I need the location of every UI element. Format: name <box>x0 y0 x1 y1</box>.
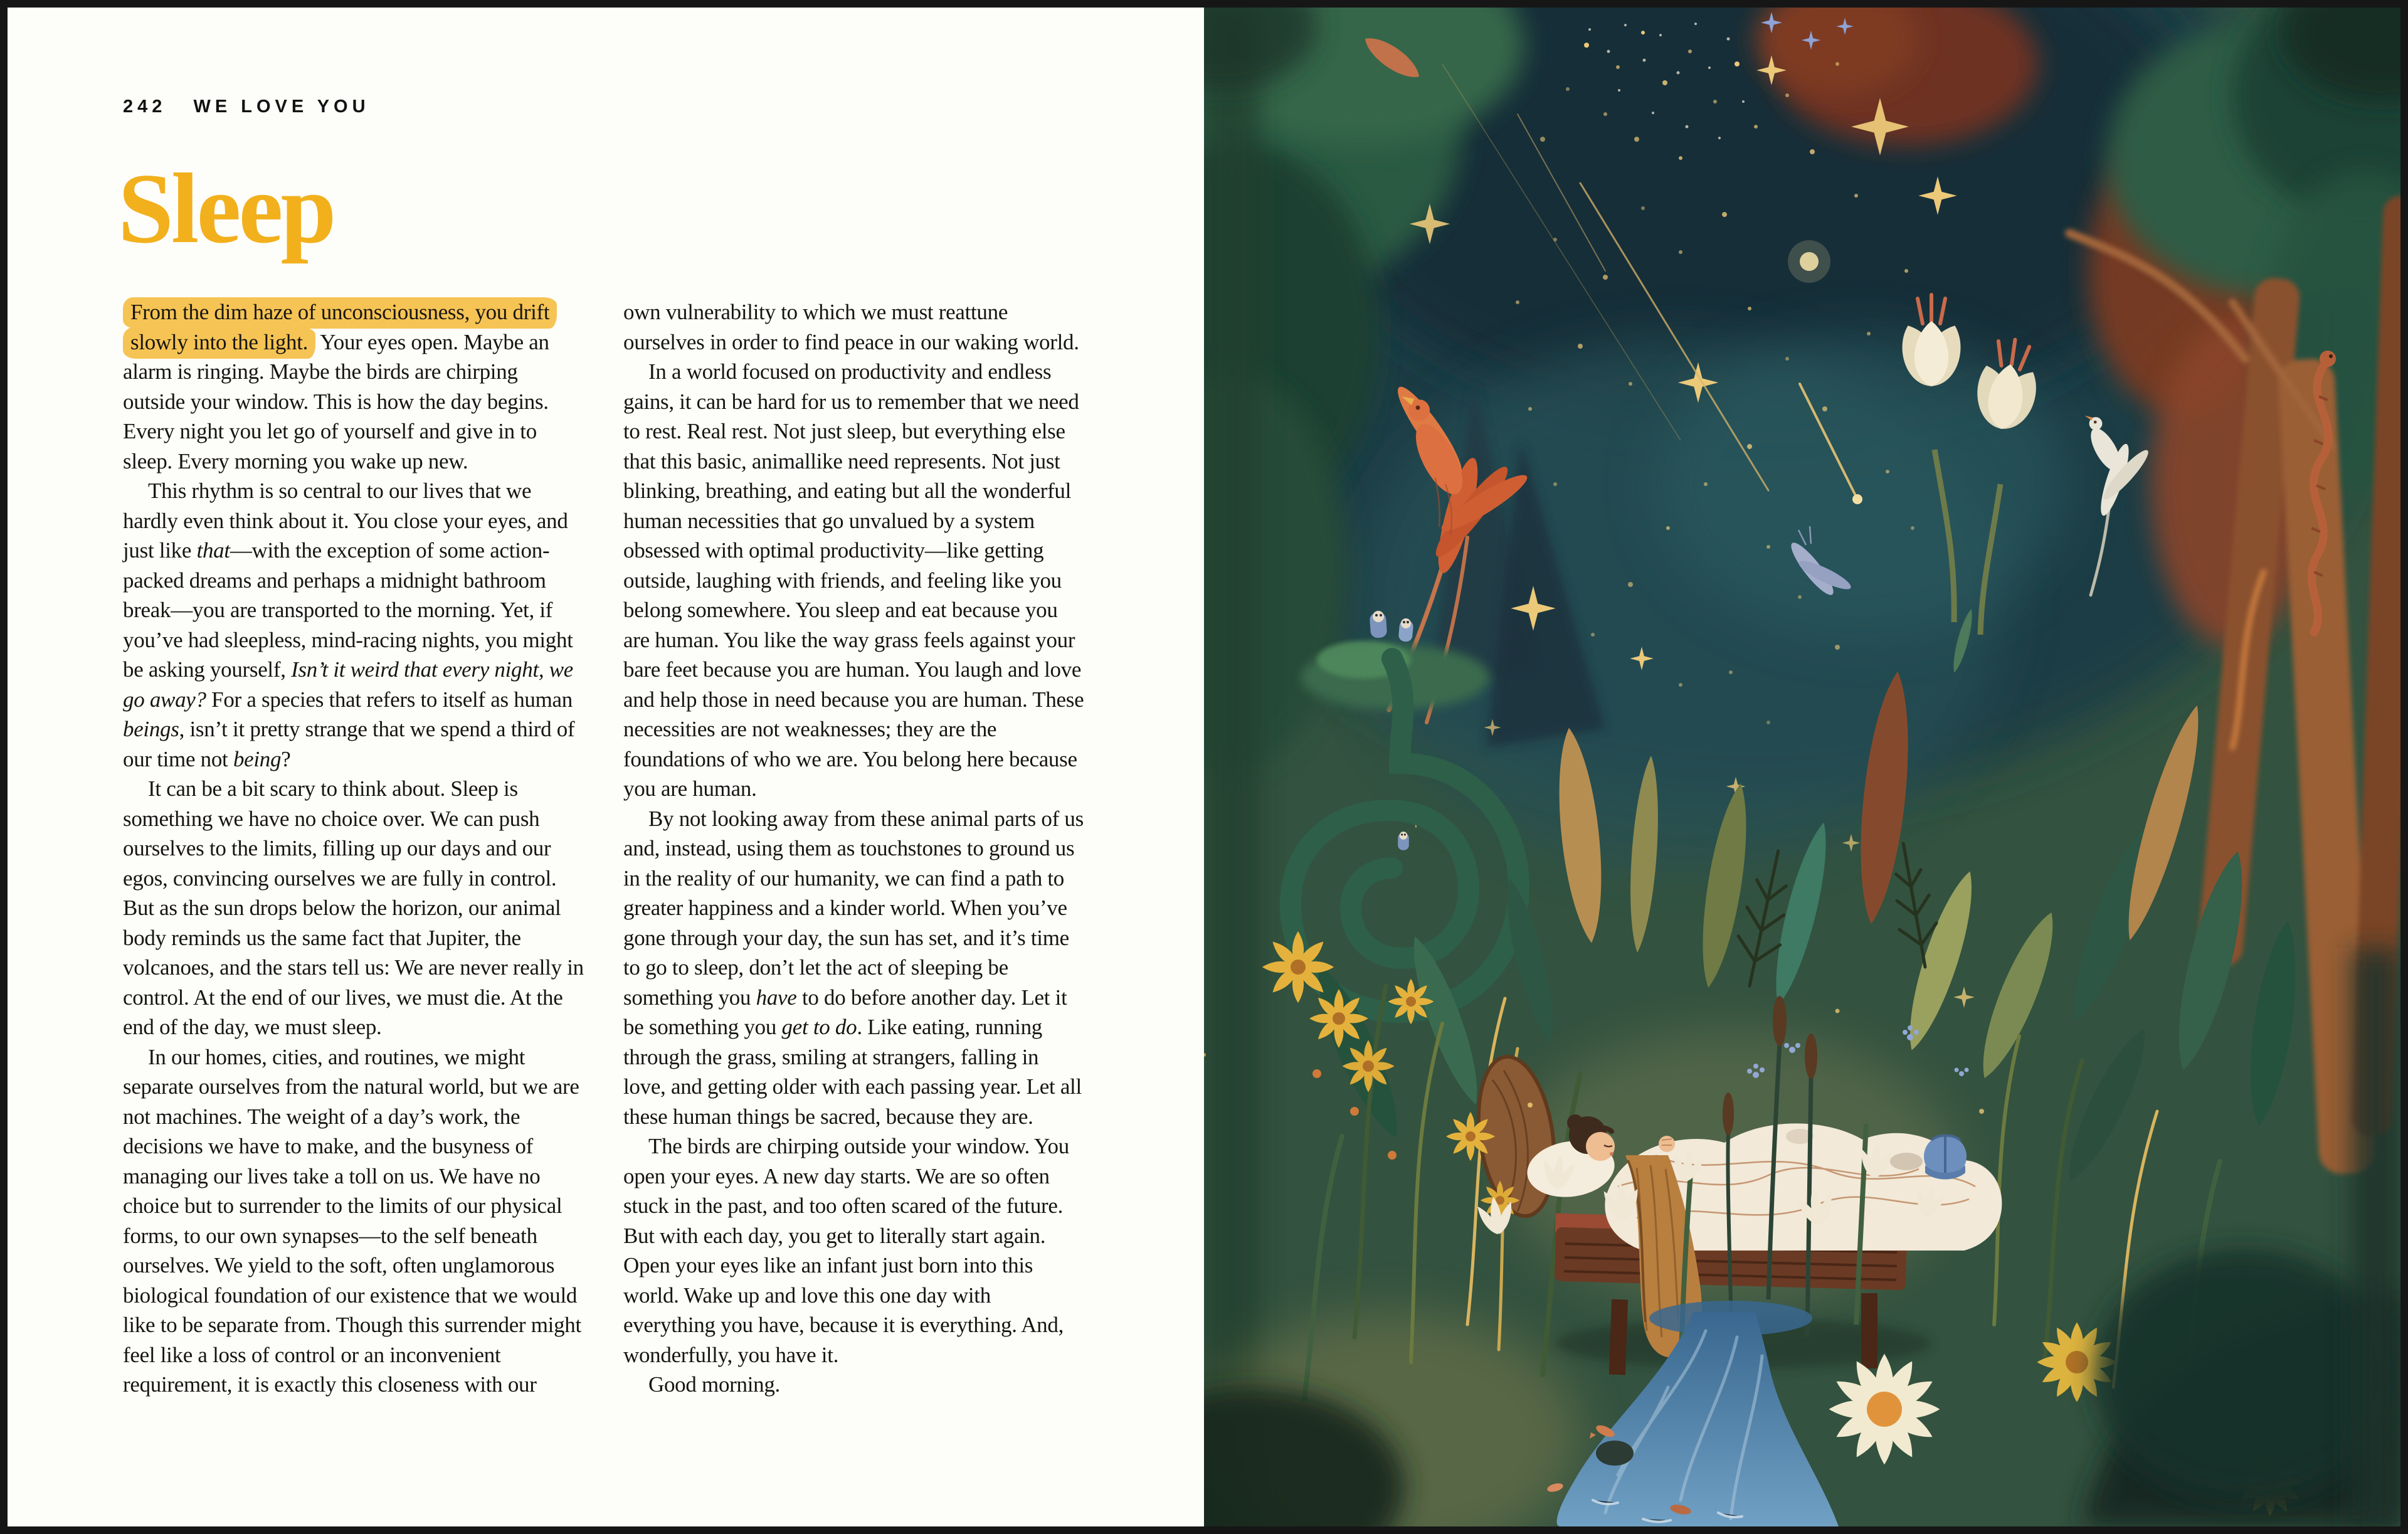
text-run: own vulnerability to which we must reattune ourselves in order to find peace in our waking world. <box>623 300 1079 354</box>
paragraph <box>623 297 1085 357</box>
paragraph <box>623 1131 1085 1370</box>
text-run: By not looking away from these animal parts of us and, instead, using them as touchstones to ground us in the reality of our humanity, we can find a path to greater happiness and a kinder world. When you’ve gone through your day, the sun has set, and it’s time to go to sleep, don’t let the act of sleeping be something you <box>623 806 1084 1010</box>
text-run: The birds are chirping outside your window. You open your eyes. A new day starts. We are so often stuck in the past, and too often scared of the future. But with each day, you get to literally start again. Open your eyes like an infant just born into this world. Wake up and love this one day with everything you have, because it is everything. And, wonderfully, you have it. <box>623 1134 1069 1367</box>
paragraph <box>623 357 1085 804</box>
italic-run: get to do <box>781 1015 857 1039</box>
text-column-right <box>623 297 1085 1400</box>
text-page <box>8 8 1204 1526</box>
text-run: —with the exception of some action-packed dreams and perhaps a midnight bathroom break—you are transported to the morning. Yet, if you’ve had sleepless, mind-racing nights, you might be asking yourself, <box>123 538 573 682</box>
text-run: ? <box>281 746 291 771</box>
text-run: This rhythm is so central to our lives that we hardly even think about it. You close your eyes, and just like <box>123 479 568 563</box>
paragraph <box>123 297 584 476</box>
text-run: , isn’t it pretty strange that we spend a third of our time not <box>123 717 575 771</box>
running-title: WE LOVE YOU <box>193 97 370 117</box>
text-run: In our homes, cities, and routines, we might separate ourselves from the natural world, but we are not machines. The weight of a day’s work, the decisions we have to make, and the busyness of managing our lives take a toll on us. We have no choice but to surrender to the limits of our physical forms, to our own synapses—to the self beneath ourselves. We yield to the soft, often unglamorous biological foundation of our existence that we would like to be separate from. Though this surrender might feel like a loss of control or an inconvenient requirement, it is exactly this closeness with our <box>123 1044 581 1397</box>
text-run: . Like eating, running through the grass, smiling at strangers, falling in love, and getting older with each passing year. Let all these human things be sacred, because they are. <box>623 1015 1082 1129</box>
paragraph <box>123 476 584 774</box>
italic-run: beings <box>123 717 179 741</box>
text-run: For a species that refers to itself as human <box>206 687 573 712</box>
italic-run: Isn’t it weird that every night, we go away? <box>123 657 574 712</box>
text-run: It can be a bit scary to think about. Sleep is something we have no choice over. We can push ourselves to the limits, filling up our days and our egos, convincing ourselves we are fully in control. But as the sun drops below the horizon, our animal body reminds us the same fact that Jupiter, the volcanoes, and the stars tell us: We are never really in control. At the end of our lives, we must die. At the end of the day, we must sleep. <box>123 776 584 1039</box>
paragraph <box>623 1370 1085 1400</box>
text-run: In a world focused on productivity and endless gains, it can be hard for us to remember that we need to rest. Real rest. Not just sleep, but everything else that this basic, animallike need represents. Not just blinking, breathing, and eating but all the wonderful human necessities that go unvalued by a system obsessed with optimal productivity—like getting outside, laughing with friends, and feeling like you belong somewhere. You sleep and eat because you are human. You like the way grass feels against your bare feet because you are human. You laugh and love and help those in need because you are human. These necessities are not weaknesses; they are the foundations of who we are. You belong here because you are human. <box>623 359 1084 801</box>
chapter-title: Sleep <box>118 152 334 264</box>
illustration-page <box>1204 8 2400 1526</box>
night-forest-illustration <box>1204 8 2400 1526</box>
text-run: Good morning. <box>648 1372 780 1397</box>
highlighted-sentence: From the dim haze of unconsciousness, you drift slowly into the light. <box>123 297 557 359</box>
text-run: Your eyes open. Maybe an alarm is ringing. Maybe the birds are chirping outside your window. This is how the day begins. Every night you let go of yourself and give in to sleep. Every morning you wake up new. <box>123 329 549 473</box>
body-columns <box>123 297 1085 1400</box>
italic-run: have <box>756 985 797 1010</box>
paragraph <box>123 1042 584 1400</box>
paragraph <box>623 804 1085 1132</box>
italic-run: that <box>196 538 230 563</box>
paragraph <box>123 774 584 1042</box>
text-column-left <box>123 297 584 1400</box>
blue-cap <box>1924 1135 1967 1180</box>
page-number: 242 <box>123 97 167 117</box>
running-header <box>123 97 370 117</box>
text-run: to do before another day. Let it be something you <box>623 985 1067 1039</box>
italic-run: being <box>233 746 282 771</box>
